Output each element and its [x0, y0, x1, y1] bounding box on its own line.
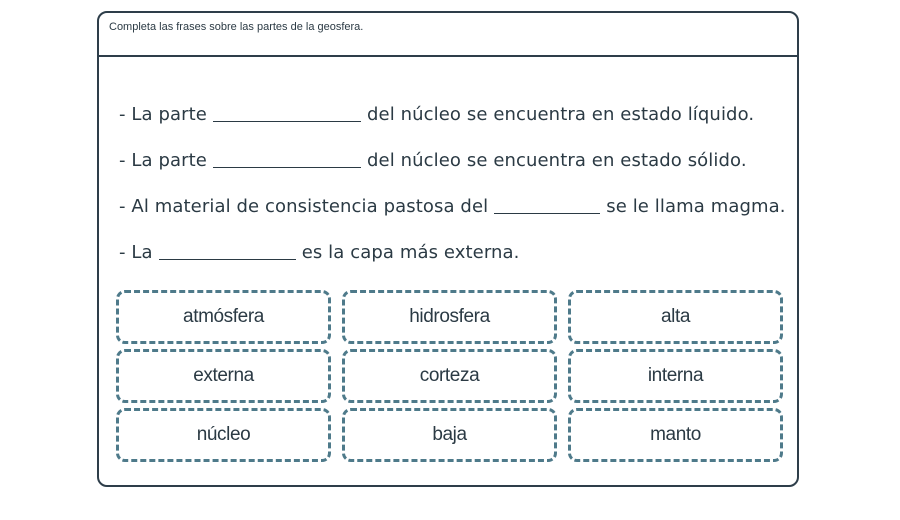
sentence-2-after: del núcleo se encuentra en estado sólido.: [367, 149, 747, 171]
sentence-list: [119, 91, 787, 275]
sentence-2: [119, 137, 787, 183]
word-card-hidrosfera[interactable]: hidrosfera: [342, 290, 557, 344]
sentence-4-after: es la capa más externa.: [301, 241, 520, 263]
sentence-4: [119, 229, 787, 275]
blank-3[interactable]: [494, 203, 600, 214]
word-card-corteza[interactable]: corteza: [342, 349, 557, 403]
blank-1[interactable]: [213, 111, 361, 122]
blank-2[interactable]: [213, 157, 361, 168]
sentence-1: [119, 91, 787, 137]
sentence-2-before: - La parte: [119, 149, 207, 171]
word-card-interna[interactable]: interna: [568, 349, 783, 403]
word-card-nucleo[interactable]: núcleo: [116, 408, 331, 462]
instruction-text: Completa las frases sobre las partes de la geosfera.: [109, 21, 364, 33]
sentence-4-before: - La: [119, 241, 153, 263]
word-bank: [116, 290, 783, 462]
sentence-1-before: - La parte: [119, 103, 207, 125]
sentence-1-after: del núcleo se encuentra en estado líquido.: [367, 103, 755, 125]
word-card-manto[interactable]: manto: [568, 408, 783, 462]
sentence-3-before: - Al material de consistencia pastosa del: [119, 195, 489, 217]
sentence-3: [119, 183, 787, 229]
instruction-header: [99, 13, 797, 57]
word-card-externa[interactable]: externa: [116, 349, 331, 403]
exercise-card: [97, 11, 799, 487]
word-card-baja[interactable]: baja: [342, 408, 557, 462]
word-card-alta[interactable]: alta: [568, 290, 783, 344]
word-card-atmosfera[interactable]: atmósfera: [116, 290, 331, 344]
sentence-3-after: se le llama magma.: [606, 195, 786, 217]
blank-4[interactable]: [159, 249, 296, 260]
